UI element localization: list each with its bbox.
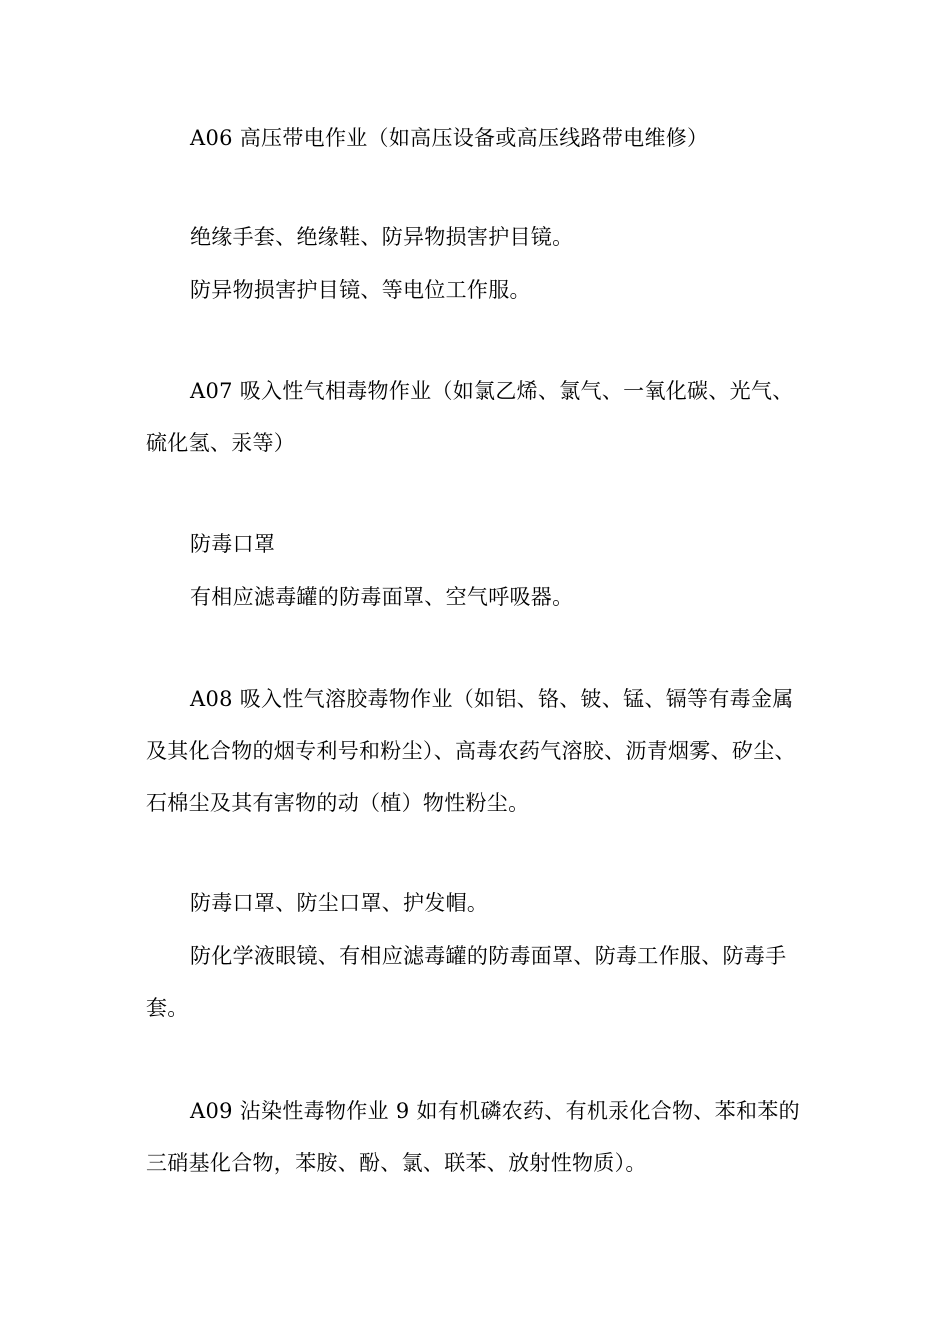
paragraph-a09-heading: A09 沾染性毒物作业 9 如有机磷农药、有机汞化合物、苯和苯的三硝基化合物，苯胺、酚、氯、联苯、放射性物质）。 (146, 1099, 800, 1175)
paragraph-a07-heading: A07 吸入性气相毒物作业（如氯乙烯、氯气、一氧化碳、光气、硫化氢、汞等） (146, 379, 794, 455)
paragraph-a08-basic-protection: 防毒口罩、防尘口罩、护发帽。 (190, 891, 489, 915)
paragraph-a08-heading: A08 吸入性气溶胶毒物作业（如铝、铬、铍、锰、镉等有毒金属及其化合物的烟专利号和粉尘）、高毒农药气溶胶、沥青烟雾、矽尘、石棉尘及其有害物的动（植）物性粉尘。 (146, 687, 796, 815)
paragraph-a06-heading: A06 高压带电作业（如高压设备或高压线路带电维修） (190, 126, 709, 150)
paragraph-a06-basic-protection: 绝缘手套、绝缘鞋、防异物损害护目镜。 (190, 225, 574, 249)
paragraph-a07-extra-protection: 有相应滤毒罐的防毒面罩、空气呼吸器。 (190, 585, 574, 609)
paragraph-a08-extra-protection: 防化学液眼镜、有相应滤毒罐的防毒面罩、防毒工作服、防毒手套。 (146, 944, 787, 1020)
paragraph-a07-basic-protection: 防毒口罩 (190, 532, 276, 556)
paragraph-a06-extra-protection: 防异物损害护目镜、等电位工作服。 (190, 278, 531, 302)
